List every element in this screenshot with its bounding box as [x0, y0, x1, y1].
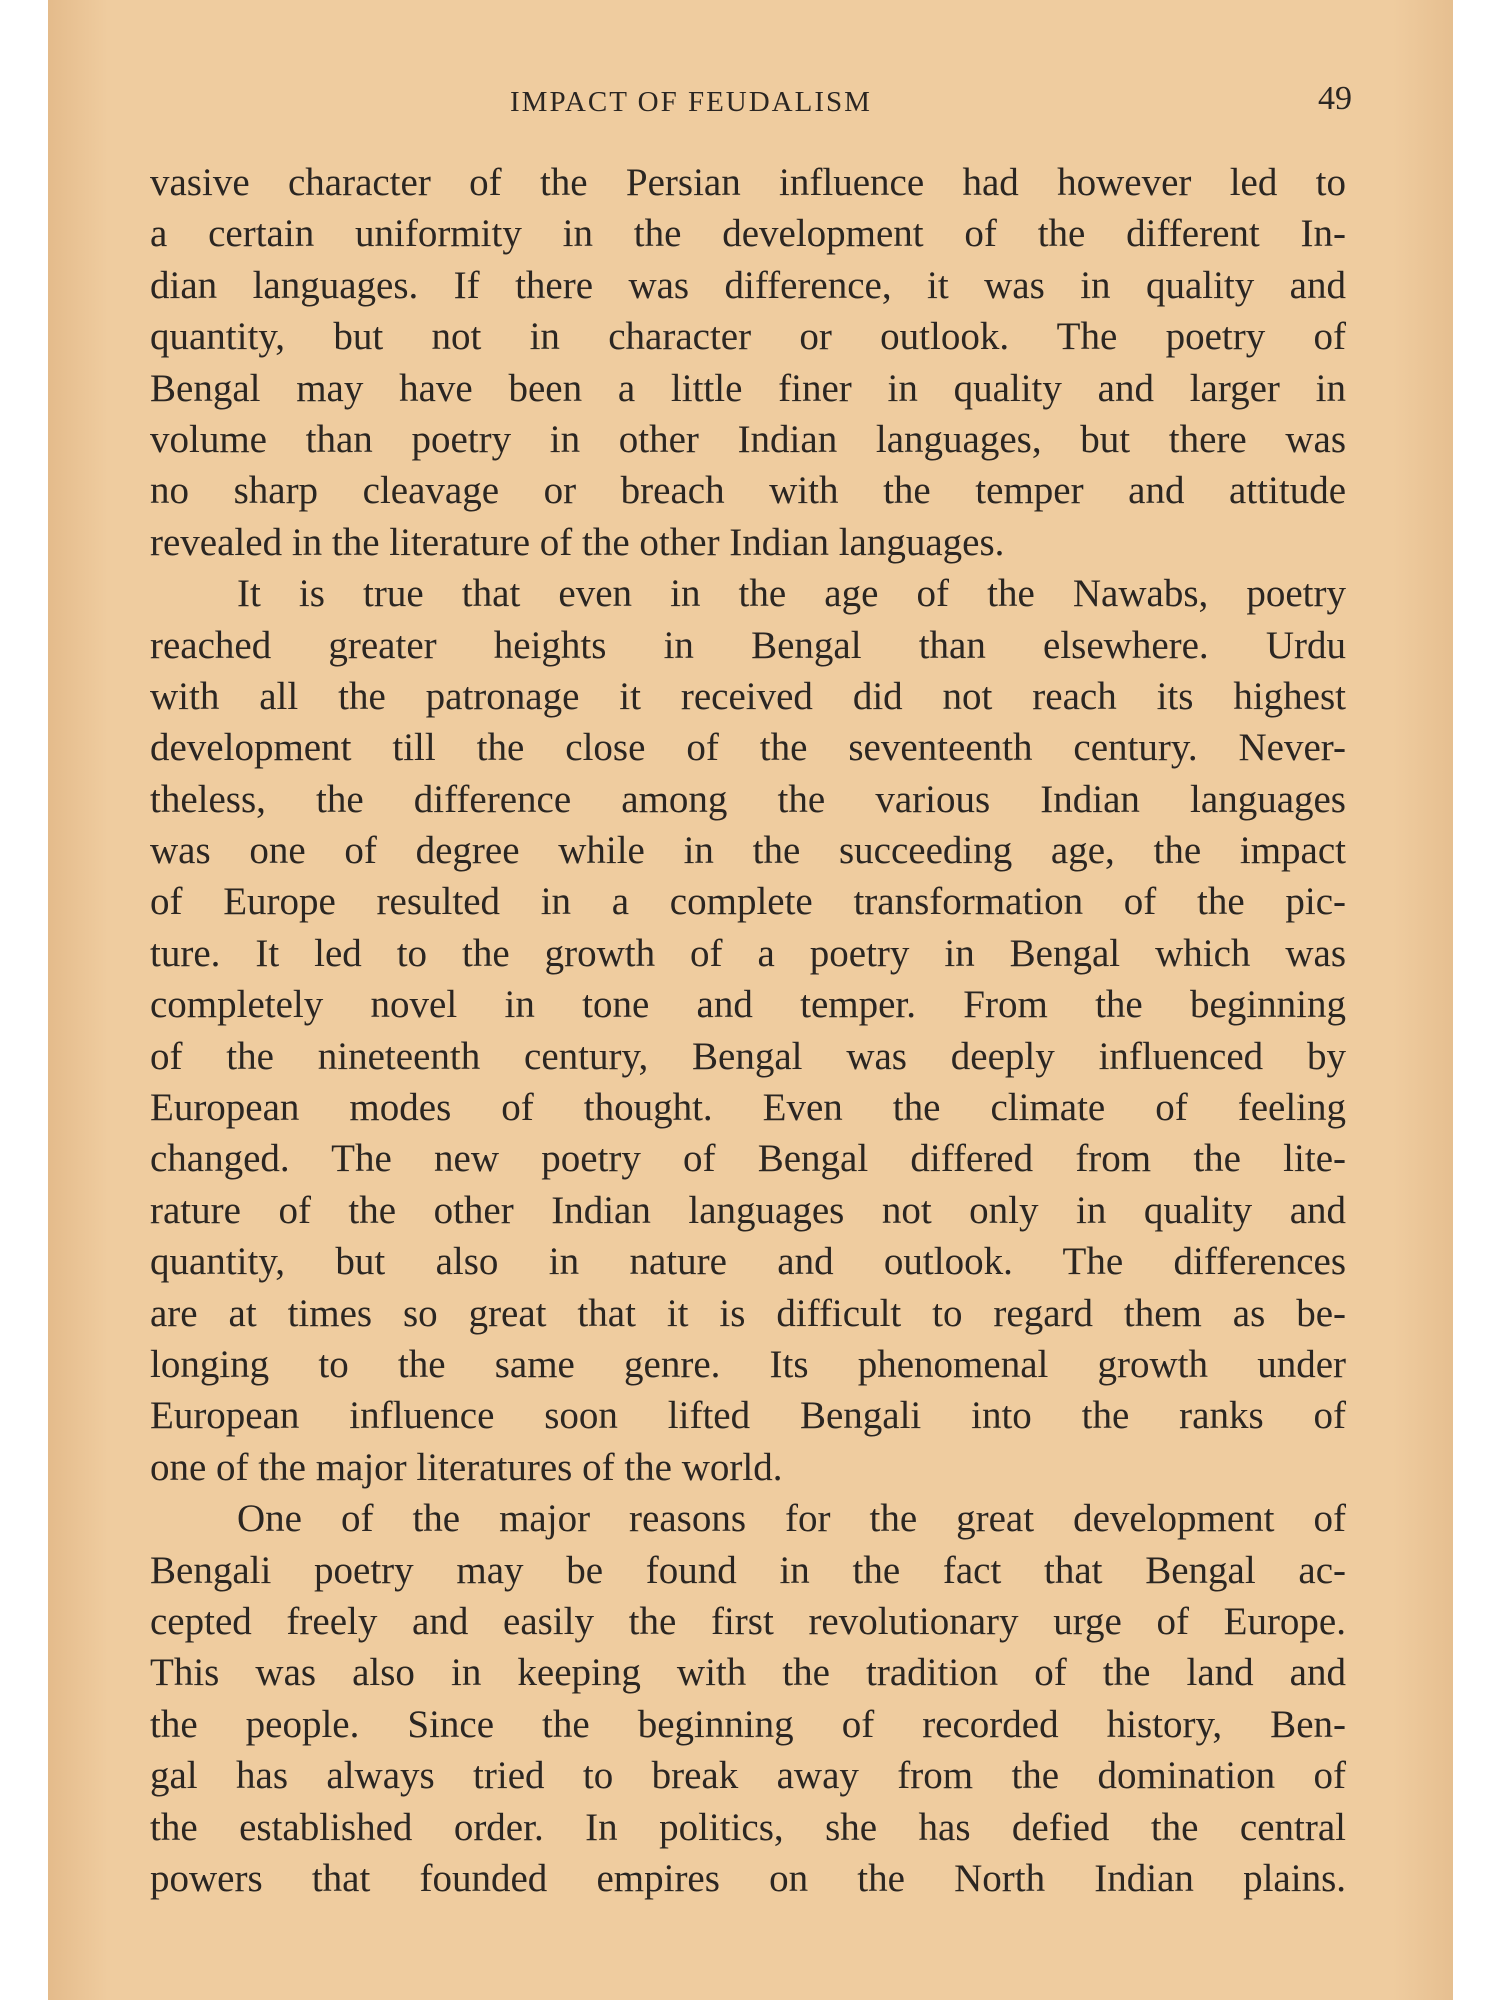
- text-line: are at times so great that it is difficult to regard them as be-: [150, 1291, 1346, 1335]
- text-line: This was also in keeping with the tradition of the land and: [150, 1651, 1346, 1695]
- text-line: rature of the other Indian languages not only in quality and: [150, 1188, 1346, 1232]
- paragraph-last-line: one of the major literatures of the world.: [150, 1445, 783, 1489]
- text-line: dian languages. If there was difference, it was in quality and: [150, 263, 1346, 307]
- body-text: [150, 157, 1346, 1904]
- page-header: [48, 80, 1453, 130]
- text-line: completely novel in tone and temper. From the beginning: [150, 983, 1346, 1027]
- text-line: European modes of thought. Even the climate of feeling: [150, 1086, 1346, 1130]
- text-line: ture. It led to the growth of a poetry in Bengal which was: [150, 931, 1346, 975]
- text-line: changed. The new poetry of Bengal differed from the lite-: [150, 1137, 1346, 1181]
- text-line: of Europe resulted in a complete transformation of the pic-: [150, 880, 1346, 924]
- text-line: European influence soon lifted Bengali into the ranks of: [150, 1394, 1346, 1438]
- text-line: vasive character of the Persian influence had however led to: [150, 161, 1346, 204]
- text-line: the people. Since the beginning of recorded history, Ben-: [150, 1702, 1346, 1746]
- running-title: IMPACT OF FEUDALISM: [510, 86, 872, 118]
- text-line: was one of degree while in the succeeding age, the impact: [150, 829, 1346, 873]
- page-number: 49: [1318, 80, 1352, 117]
- text-line: a certain uniformity in the development of the different In-: [150, 212, 1346, 256]
- text-line: the established order. In politics, she has defied the central: [150, 1805, 1346, 1849]
- paragraph-last-line: revealed in the literature of the other Indian languages.: [150, 520, 1005, 564]
- text-line: of the nineteenth century, Bengal was deeply influenced by: [150, 1034, 1346, 1078]
- text-line: volume than poetry in other Indian languages, but there was: [150, 417, 1346, 461]
- text-line: quantity, but not in character or outlook. The poetry of: [150, 315, 1346, 359]
- text-line: with all the patronage it received did not reach its highest: [150, 674, 1346, 718]
- text-line: powers that founded empires on the North Indian plains.: [150, 1856, 1346, 1900]
- text-line: development till the close of the seventeenth century. Never-: [150, 726, 1346, 770]
- text-line: Bengali poetry may be found in the fact that Bengal ac-: [150, 1548, 1346, 1592]
- text-line: no sharp cleavage or breach with the temper and attitude: [150, 469, 1346, 513]
- text-line: gal has always tried to break away from the domination of: [150, 1754, 1346, 1798]
- paragraph-first-line: It is true that even in the age of the Nawabs, poetry: [237, 572, 1346, 616]
- text-line: reached greater heights in Bengal than elsewhere. Urdu: [150, 623, 1346, 667]
- paragraph-first-line: One of the major reasons for the great development of: [237, 1497, 1346, 1541]
- text-line: Bengal may have been a little finer in quality and larger in: [150, 366, 1346, 410]
- text-line: cepted freely and easily the first revolutionary urge of Europe.: [150, 1599, 1346, 1643]
- book-page: [48, 0, 1453, 2000]
- text-line: theless, the difference among the various Indian languages: [150, 777, 1346, 821]
- text-line: longing to the same genre. Its phenomenal growth under: [150, 1342, 1346, 1386]
- text-line: quantity, but also in nature and outlook. The differences: [150, 1240, 1346, 1284]
